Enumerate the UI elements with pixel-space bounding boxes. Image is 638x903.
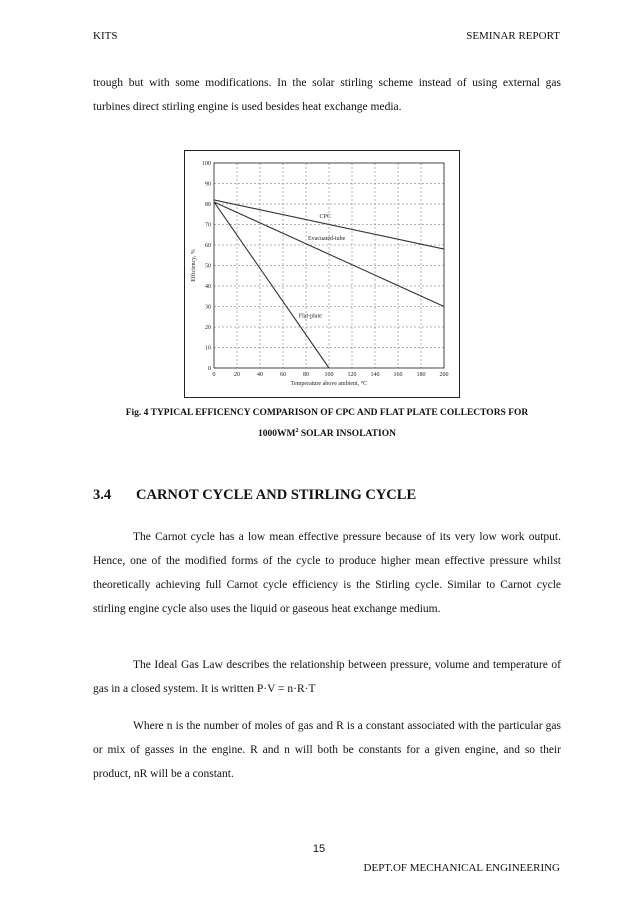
x-tick-label: 160 bbox=[393, 372, 403, 378]
paragraph-constants: Where n is the number of moles of gas and R is a constant associated with the particular gas or mix of gasses in the engine. R and n will both be constants for a given engine, and so their product, nR will be a constant. bbox=[93, 720, 561, 780]
y-tick-label: 10 bbox=[205, 345, 211, 352]
y-axis-title: Efficiency, % bbox=[191, 249, 197, 282]
y-tick-label: 70 bbox=[205, 222, 211, 229]
section-number: 3.4 bbox=[93, 487, 112, 503]
y-tick-label: 30 bbox=[205, 304, 211, 311]
caption-line2-pre: 1000WM bbox=[258, 429, 296, 440]
x-tick-label: 120 bbox=[347, 372, 357, 378]
efficiency-chart bbox=[185, 151, 459, 397]
paragraph-carnot: The Carnot cycle has a low mean effective pressure because of its very low work output. Hence, one of the modified forms of the cycle to produce higher mean effective pressure whilst theoretically achieving full Carnot cycle efficiency is the Stirling cycle. Similar to Carnot cycle stirling engine cycle also uses the liquid or gaseous heat exchange medium. bbox=[93, 531, 561, 615]
y-tick-label: 20 bbox=[205, 325, 211, 331]
y-tick-label: 40 bbox=[205, 284, 211, 290]
x-axis-title: Temperature above ambient, °C bbox=[290, 381, 368, 387]
x-tick-label: 140 bbox=[370, 372, 380, 378]
y-tick-label: 100 bbox=[202, 161, 211, 167]
series-label-evacuated-tube: Evacuated-tube bbox=[308, 235, 346, 242]
page-number: 15 bbox=[312, 843, 326, 855]
x-tick-label: 200 bbox=[439, 372, 449, 378]
figure-caption bbox=[93, 404, 561, 443]
section-heading bbox=[93, 487, 416, 504]
caption-superscript: 2 bbox=[295, 428, 299, 434]
x-tick-label: 180 bbox=[416, 372, 426, 378]
figure-frame bbox=[184, 150, 460, 398]
y-tick-label: 50 bbox=[205, 263, 211, 270]
x-tick-label: 60 bbox=[280, 372, 286, 378]
paragraph-ideal-gas: The Ideal Gas Law describes the relationship between pressure, volume and temperature of gas in a closed system. It is written P·V = n·R·T bbox=[93, 659, 561, 695]
series-label-flat-plate: Flat-plate bbox=[298, 313, 322, 320]
intro-paragraph: trough but with some modifications. In the solar stirling scheme instead of using external gas turbines direct stirling engine is used besides heat exchange media. bbox=[93, 77, 561, 113]
series-line-flat-plate bbox=[214, 202, 329, 368]
x-tick-label: 40 bbox=[257, 372, 263, 378]
x-tick-label: 0 bbox=[212, 372, 216, 378]
section-title: CARNOT CYCLE AND STIRLING CYCLE bbox=[136, 487, 417, 503]
y-tick-label: 0 bbox=[208, 366, 211, 372]
x-tick-label: 80 bbox=[303, 372, 309, 378]
caption-line1: Fig. 4 TYPICAL EFFICENCY COMPARISON OF CPC AND FLAT PLATE COLLECTORS FOR bbox=[125, 408, 529, 418]
y-tick-label: 80 bbox=[205, 202, 211, 208]
x-tick-label: 20 bbox=[234, 372, 240, 378]
y-tick-label: 90 bbox=[205, 181, 211, 188]
x-tick-label: 100 bbox=[324, 372, 334, 378]
header-left: KITS bbox=[93, 30, 118, 42]
caption-line2-post: SOLAR INSOLATION bbox=[298, 429, 396, 440]
footer-department: DEPT.OF MECHANICAL ENGINEERING bbox=[363, 862, 560, 874]
y-tick-label: 60 bbox=[205, 243, 211, 249]
series-label-cpc: CPC bbox=[319, 214, 331, 221]
plot-area-frame bbox=[214, 163, 444, 368]
header-right: SEMINAR REPORT bbox=[466, 30, 560, 42]
